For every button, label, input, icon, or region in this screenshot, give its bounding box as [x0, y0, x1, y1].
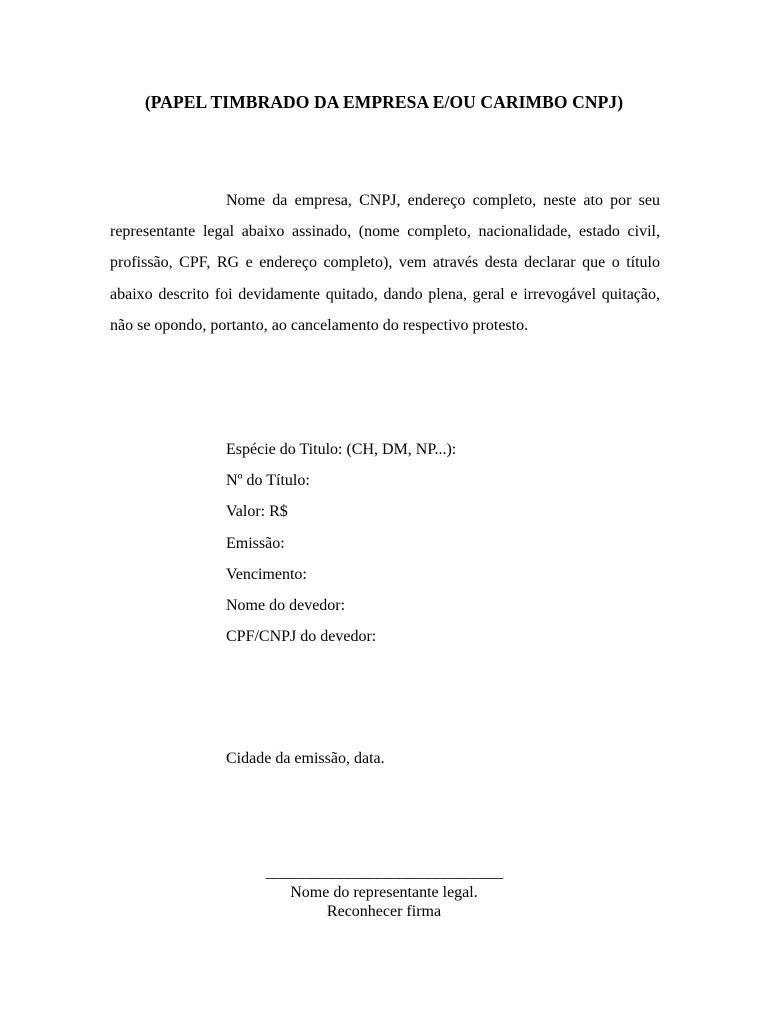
letterhead-placeholder-title: (PAPEL TIMBRADO DA EMPRESA E/OU CARIMBO CNPJ) [144, 92, 624, 112]
signatory-name: Nome do representante legal. [290, 884, 478, 901]
field-emissao: Emissão: [226, 534, 285, 552]
title-details-list [226, 434, 456, 652]
field-vencimento: Vencimento: [226, 565, 307, 583]
declaration-paragraph: Nome da empresa, CNPJ, endereço completo, neste ato por seu representante legal abaixo assinado, (nome completo, nacionalidade, estado civil, profissão, CPF, RG e endereço completo), vem através desta declarar que o título abaixo descrito foi devidamente quitado, dando plena, geral e irrevogável quitação, não se opondo, portanto, ao cancelamento do respectivo protesto. [110, 192, 660, 334]
place-and-date: Cidade da emissão, data. [226, 750, 385, 767]
signature-block [0, 863, 768, 921]
field-especie-titulo: Espécie do Titulo: (CH, DM, NP...): [226, 441, 457, 458]
field-nome-devedor: Nome do devedor: [226, 597, 346, 615]
signature-line: ________________________________ [265, 864, 503, 881]
field-cpf-cnpj-devedor: CPF/CNPJ do devedor: [226, 628, 377, 646]
field-numero-titulo: Nº do Título: [226, 472, 310, 490]
field-valor: Valor: R$ [226, 503, 288, 521]
notarize-note: Reconhecer firma [326, 903, 442, 920]
